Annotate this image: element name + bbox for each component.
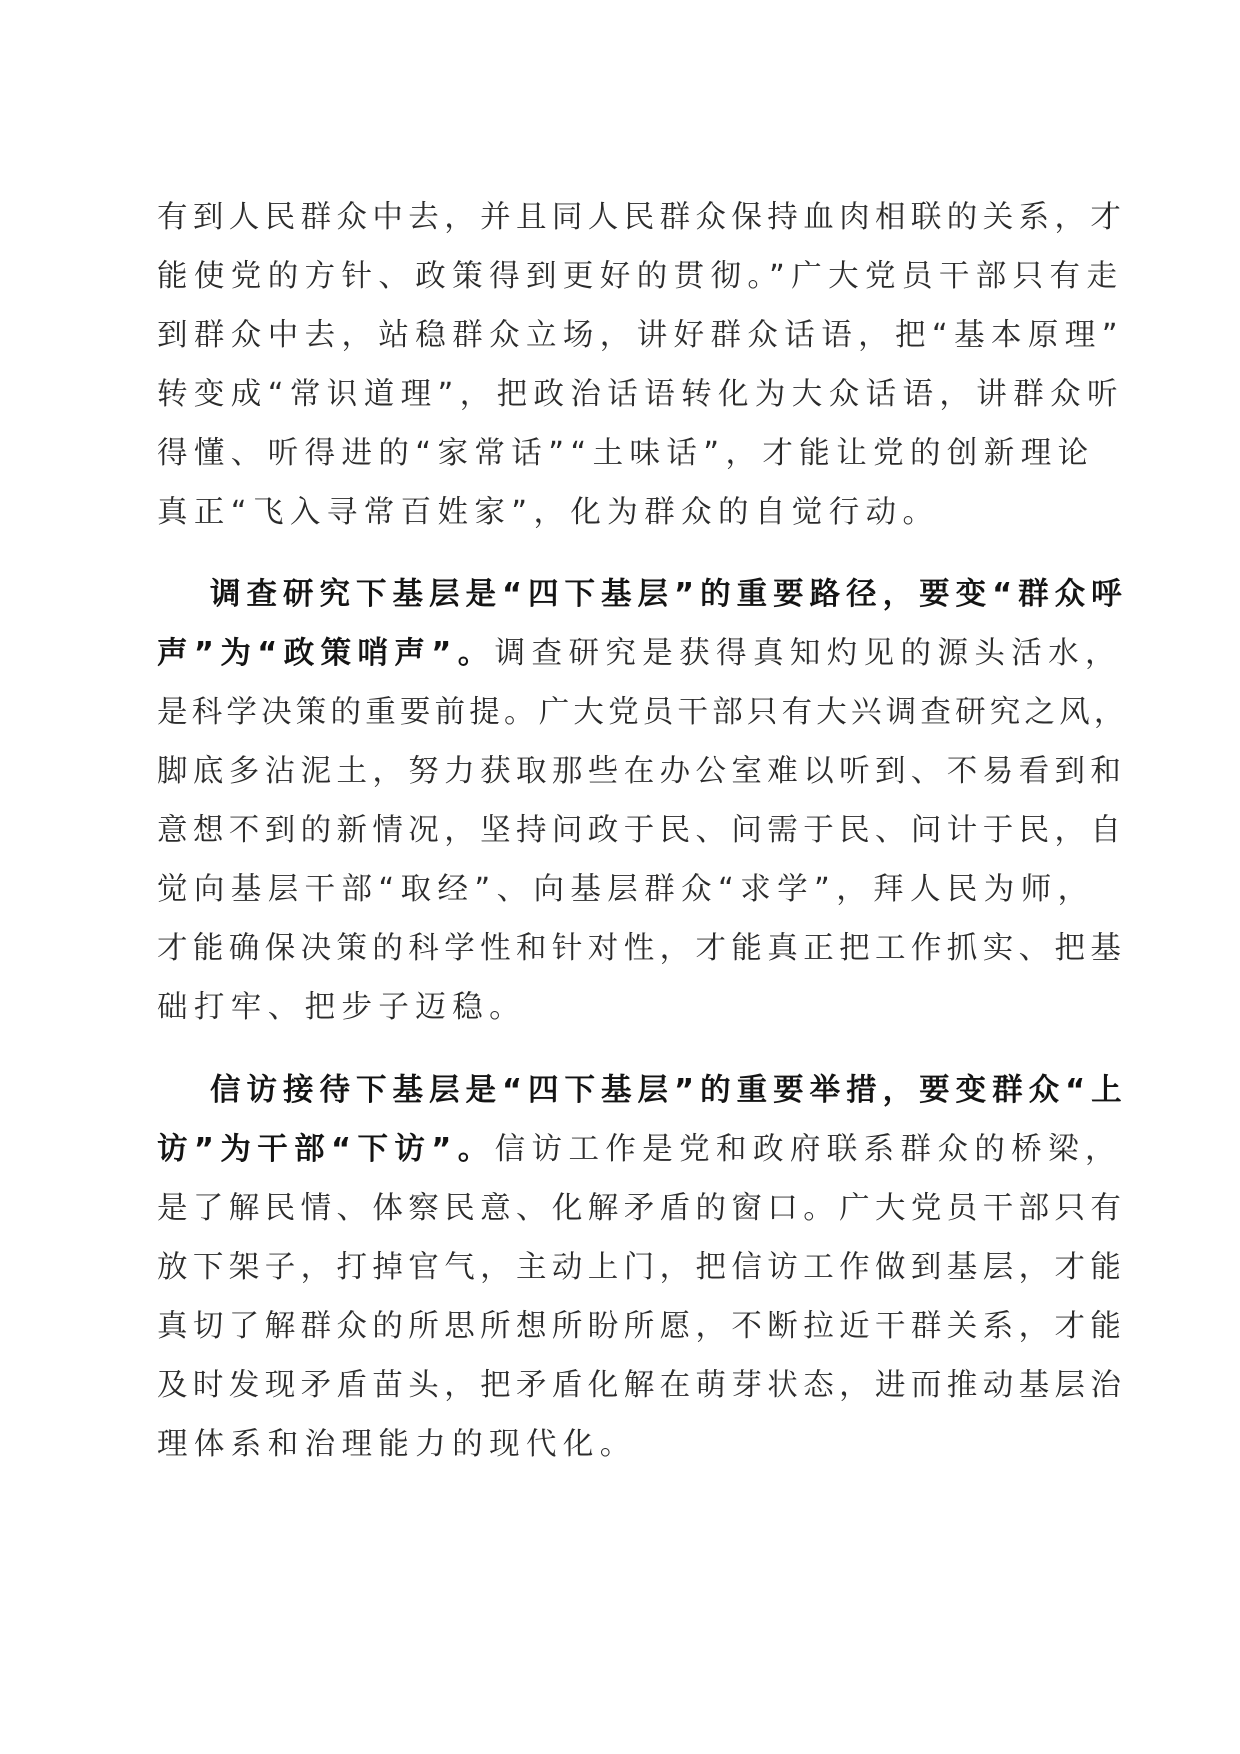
paragraph-1-line-3: 到群众中去，站稳群众立场，讲好群众话语，把“基本原理”: [157, 318, 1124, 353]
paragraph-3-line-4: 放下架子，打掉官气，主动上门，把信访工作做到基层，才能: [157, 1250, 1127, 1285]
paragraph-2-line-2-text: 调查研究是获得真知灼见的源头活水，: [494, 636, 1122, 671]
paragraph-2-heading-end: 声”为“政策哨声”。: [157, 636, 495, 671]
paragraph-3-heading-end: 访”为干部“下访”。: [157, 1132, 495, 1167]
paragraph-3-line-3: 是了解民情、体察民意、化解矛盾的窗口。广大党员干部只有: [157, 1191, 1127, 1226]
paragraph-3-heading-line-1: 信访接待下基层是“四下基层”的重要举措，要变群众“上: [210, 1073, 1128, 1108]
paragraph-2-line-6: 觉向基层干部“取经”、向基层群众“求学”，拜人民为师，: [157, 872, 1095, 907]
paragraph-2-heading-line-1: 调查研究下基层是“四下基层”的重要路径，要变“群众呼: [210, 577, 1128, 612]
paragraph-3-line-7: 理体系和治理能力的现代化。: [157, 1427, 637, 1462]
paragraph-2-line-2: [157, 634, 1122, 674]
paragraph-1-line-5: 得懂、听得进的“家常话”“土味话”，才能让党的创新理论: [157, 436, 1095, 471]
paragraph-2-line-3: 是科学决策的重要前提。广大党员干部只有大兴调查研究之风，: [157, 695, 1129, 730]
paragraph-1-line-2: 能使党的方针、政策得到更好的贯彻。”广大党员干部只有走: [157, 259, 1124, 294]
paragraph-1-line-4: 转变成“常识道理”，把政治话语转化为大众话语，讲群众听: [157, 377, 1124, 412]
paragraph-1-line-6: 真正“飞入寻常百姓家”，化为群众的自觉行动。: [157, 495, 940, 530]
paragraph-3-line-2-text: 信访工作是党和政府联系群众的桥梁，: [494, 1132, 1122, 1167]
paragraph-1-line-1: 有到人民群众中去，并且同人民群众保持血肉相联的关系，才: [157, 200, 1127, 235]
paragraph-2-line-5: 意想不到的新情况，坚持问政于民、问需于民、问计于民，自: [157, 813, 1127, 848]
paragraph-2-line-4: 脚底多沾泥土，努力获取那些在办公室难以听到、不易看到和: [157, 754, 1127, 789]
paragraph-3-line-6: 及时发现矛盾苗头，把矛盾化解在萌芽状态，进而推动基层治: [157, 1368, 1127, 1403]
paragraph-2-line-8: 础打牢、把步子迈稳。: [157, 990, 526, 1025]
paragraph-3-line-2: [157, 1130, 1122, 1170]
paragraph-3-line-5: 真切了解群众的所思所想所盼所愿，不断拉近干群关系，才能: [157, 1309, 1127, 1344]
paragraph-2-line-7: 才能确保决策的科学性和针对性，才能真正把工作抓实、把基: [157, 931, 1127, 966]
